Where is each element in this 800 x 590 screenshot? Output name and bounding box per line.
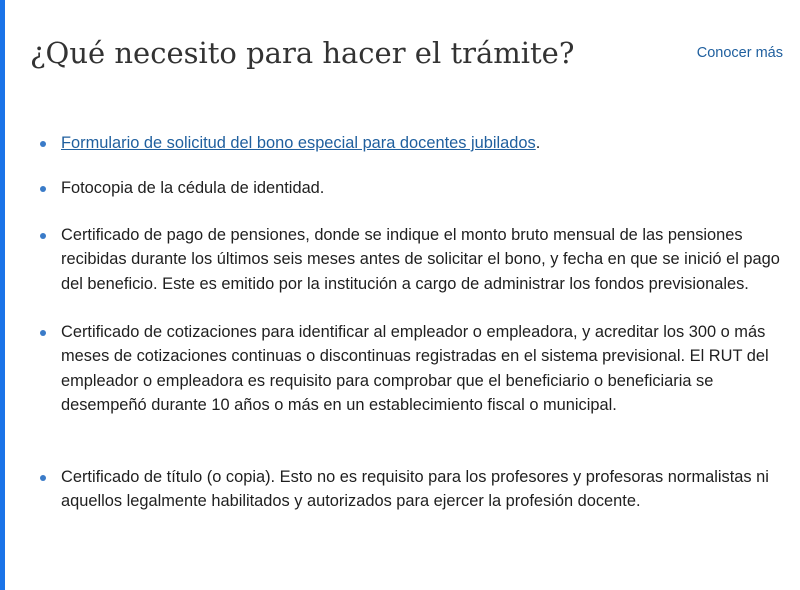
requirement-text: Certificado de pago de pensiones, donde se indique el monto bruto mensual de las pensiones recibidas durante los últimos seis meses antes de solicitar el bono, y fecha en que se inició el pago del beneficio. Este es emitido por la institución a cargo de administrar los fondos previsionales.	[61, 225, 780, 293]
requirement-item-pension-certificate	[40, 223, 785, 296]
form-download-link[interactable]: Formulario de solicitud del bono especial para docentes jubilados	[61, 134, 536, 152]
requirement-text: Certificado de cotizaciones para identificar al empleador o empleadora, y acreditar los 300 o más meses de cotizaciones continuas o discontinuas registradas en el sistema previsional. El RUT del empleador o empleadora es requisito para comprobar que el beneficiario o beneficiaria se desempeñó durante 10 años o más en un establecimiento fiscal o municipal.	[61, 323, 769, 415]
requirement-item-contributions-certificate	[40, 320, 785, 418]
requirement-item-form	[40, 131, 785, 155]
requirement-item-id-copy	[40, 176, 785, 200]
bullet-dot-icon	[40, 186, 46, 192]
page-title: ¿Qué necesito para hacer el trámite?	[30, 36, 575, 70]
requirement-text: Certificado de título (o copia). Esto no es requisito para los profesores y profesoras normalistas ni aquellos legalmente habilitados y autorizados para ejercer la profesión docente.	[61, 467, 769, 511]
bullet-dot-icon	[40, 233, 46, 239]
bullet-dot-icon	[40, 141, 46, 147]
form-link-suffix: .	[535, 134, 541, 152]
bullet-dot-icon	[40, 475, 46, 481]
bullet-dot-icon	[40, 330, 46, 336]
requirement-text: Fotocopia de la cédula de identidad.	[61, 179, 325, 198]
left-accent-bar	[0, 0, 5, 590]
requirement-item-degree-certificate	[40, 465, 785, 514]
requirements-list	[40, 131, 785, 513]
conocer-mas-link[interactable]: Conocer más	[696, 45, 783, 61]
